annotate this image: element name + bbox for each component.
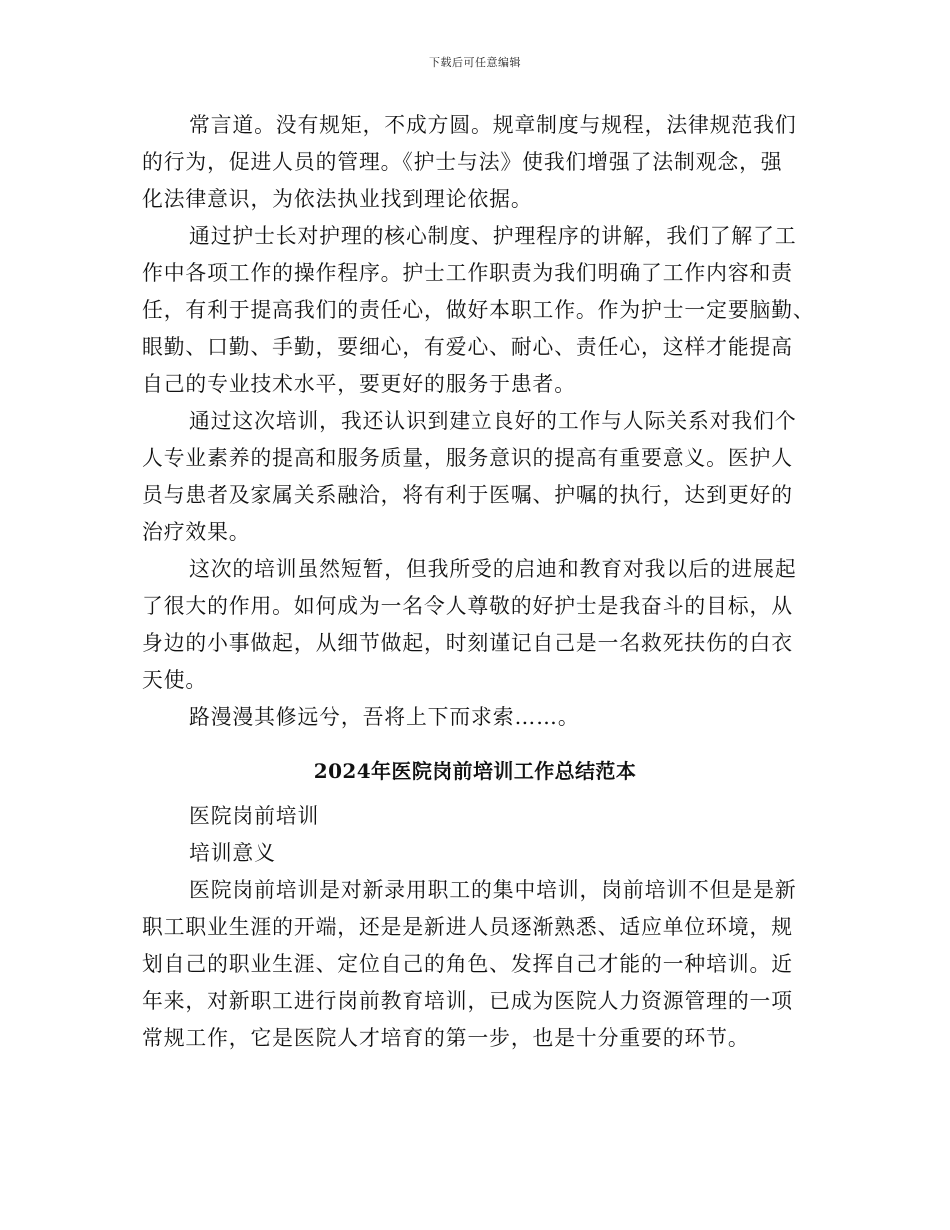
- paragraph-line: 自己的专业技术水平，要更好的服务于患者。: [142, 372, 576, 396]
- paragraph-line: 路漫漫其修远兮，吾将上下而求索……。: [189, 705, 580, 729]
- section-title: 2024年医院岗前培训工作总结范本: [313, 759, 637, 783]
- paragraph-line: 身边的小事做起，从细节做起，时刻谨记自己是一名救死扶伤的白衣: [142, 631, 793, 655]
- paragraph-line: 的行为，促进人员的管理。《护士与法》使我们增强了法制观念，强: [142, 150, 783, 174]
- paragraph-line: 化法律意识，为依法执业找到理论依据。: [142, 187, 533, 211]
- paragraph-line: 员与患者及家属关系融洽，将有利于医嘱、护嘱的执行，达到更好的: [142, 483, 793, 507]
- paragraph-line: 年来，对新职工进行岗前教育培训，已成为医院人力资源管理的一项: [142, 989, 793, 1013]
- paragraph-line: 常规工作，它是医院人才培育的第一步，也是十分重要的环节。: [142, 1026, 750, 1050]
- paragraph-line: 医院岗前培训是对新录用职工的集中培训，岗前培训不但是是新: [189, 878, 797, 902]
- paragraph-line: 人专业素养的提高和服务质量，服务意识的提高有重要意义。医护人: [142, 446, 793, 470]
- paragraph-line: 任，有利于提高我们的责任心，做好本职工作。作为护士一定要脑勤、: [142, 298, 815, 322]
- paragraph-line: 治疗效果。: [142, 520, 251, 544]
- subheading: 医院岗前培训: [189, 804, 320, 828]
- paragraph-line: 了很大的作用。如何成为一名令人尊敬的好护士是我奋斗的目标，从: [142, 594, 793, 618]
- paragraph-line: 通过护士长对护理的核心制度、护理程序的讲解，我们了解了工: [189, 224, 797, 248]
- paragraph-line: 常言道。没有规矩，不成方圆。规章制度与规程，法律规范我们: [189, 113, 797, 137]
- paragraph-line: 天使。: [142, 668, 208, 692]
- subheading: 培训意义: [189, 841, 276, 865]
- paragraph-line: 职工职业生涯的开端，还是是新进人员逐渐熟悉、适应单位环境，规: [142, 915, 793, 939]
- paragraph-line: 作中各项工作的操作程序。护士工作职责为我们明确了工作内容和责: [142, 261, 793, 285]
- paragraph-line: 划自己的职业生涯、定位自己的角色、发挥自己才能的一种培训。近: [142, 952, 793, 976]
- paragraph-line: 这次的培训虽然短暂，但我所受的启迪和教育对我以后的进展起: [189, 557, 797, 581]
- paragraph-line: 通过这次培训，我还认识到建立良好的工作与人际关系对我们个: [189, 409, 797, 433]
- page-header: 下载后可任意编辑: [429, 56, 521, 69]
- paragraph-line: 眼勤、口勤、手勤，要细心，有爱心、耐心、责任心，这样才能提高: [142, 335, 793, 359]
